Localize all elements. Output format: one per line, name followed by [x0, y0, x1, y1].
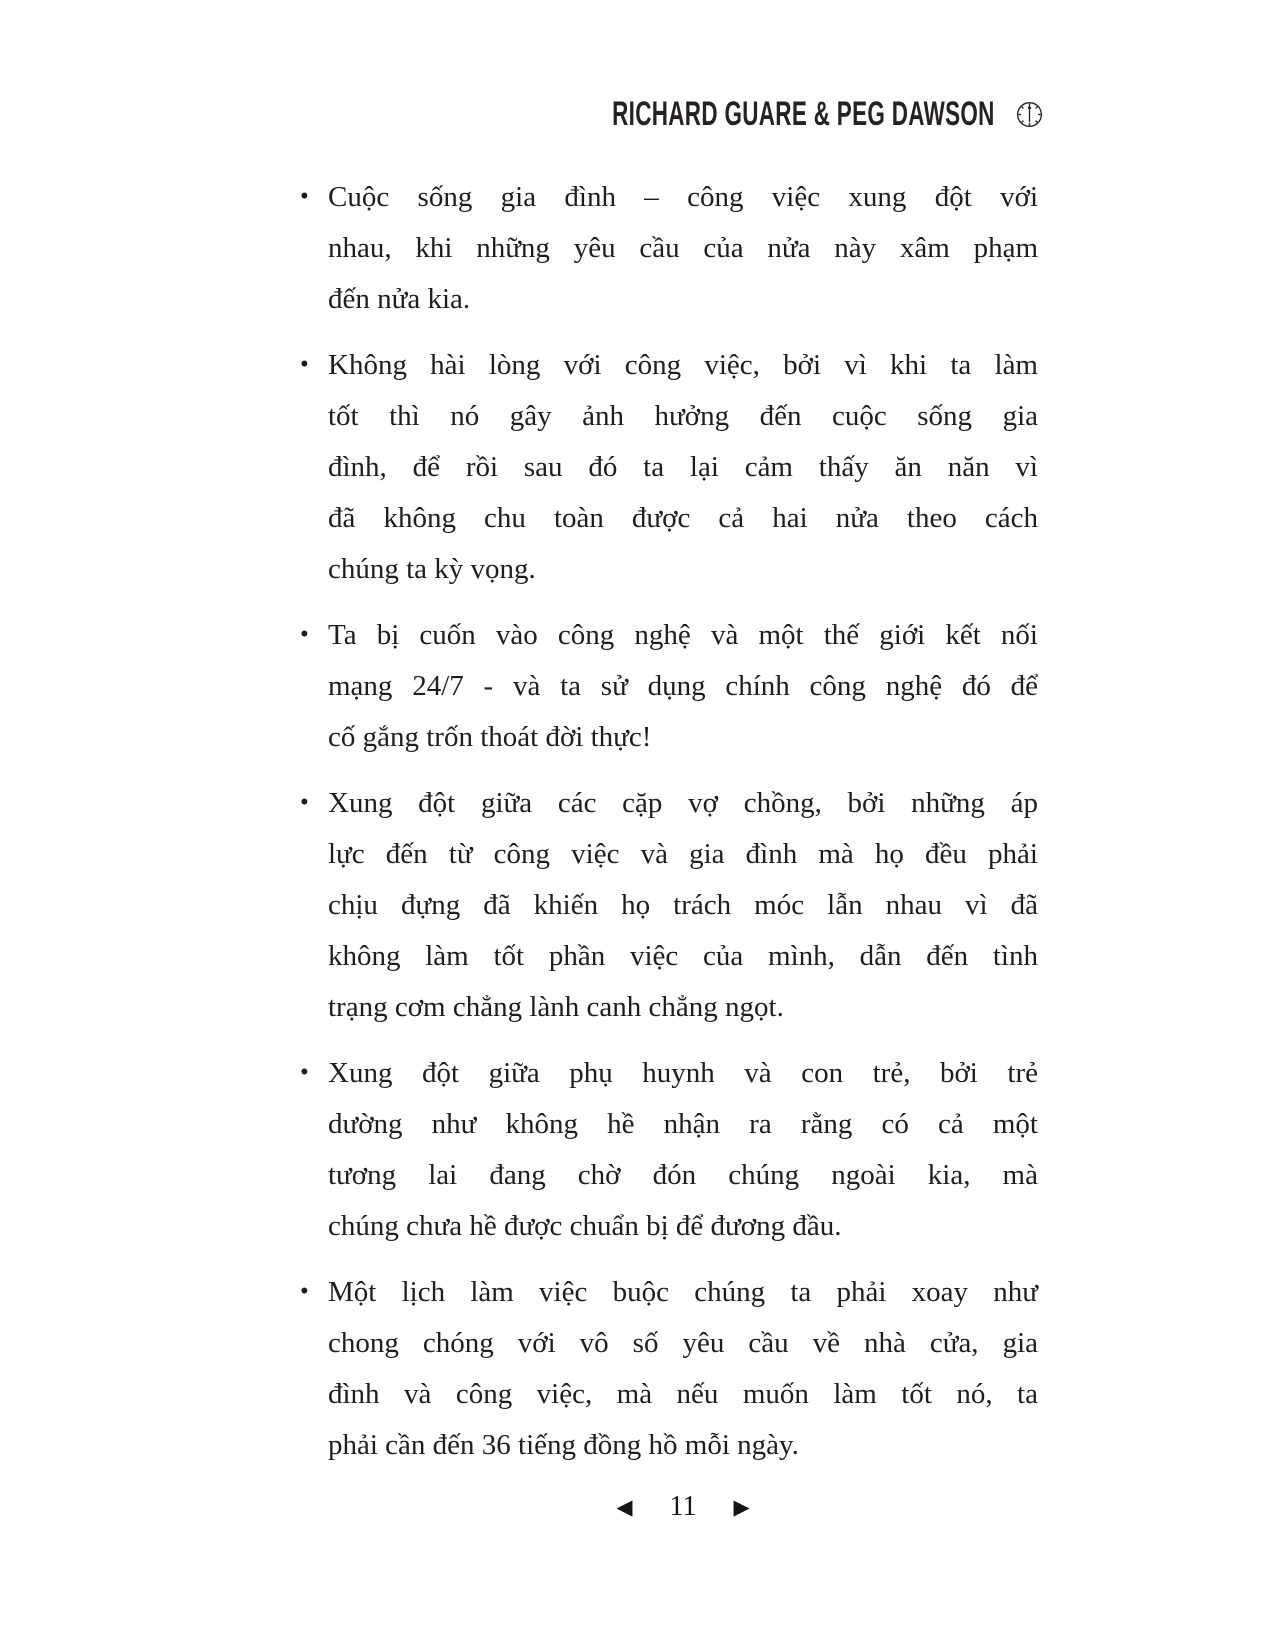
text-line: Ta bị cuốn vào công nghệ và một thế giới kết nối — [328, 619, 1038, 651]
text-line: đến nửa kia. — [328, 283, 471, 315]
page-header — [415, 94, 1043, 134]
text-line: Xung đột giữa phụ huynh và con trẻ, bởi trẻ — [328, 1057, 1038, 1089]
list-item — [300, 610, 1038, 763]
bullet-icon: • — [300, 1059, 309, 1086]
text-line: Một lịch làm việc buộc chúng ta phải xoay như — [328, 1276, 1038, 1308]
text-line: dường như không hề nhận ra rằng có cả một — [328, 1108, 1038, 1140]
bullet-icon: • — [300, 1278, 309, 1305]
text-line: lực đến từ công việc và gia đình mà họ đều phải — [328, 838, 1038, 870]
clock-icon — [1016, 101, 1043, 128]
text-line: chong chóng với vô số yêu cầu về nhà cửa, gia — [328, 1327, 1038, 1359]
page-number: 11 — [669, 1491, 697, 1522]
text-line: Xung đột giữa các cặp vợ chồng, bởi những áp — [328, 787, 1038, 819]
text-line: chúng chưa hề được chuẩn bị để đương đầu. — [328, 1210, 842, 1242]
bullet-list — [300, 172, 1038, 1486]
text-line: cố gắng trốn thoát đời thực! — [328, 721, 652, 753]
list-item — [300, 172, 1038, 325]
bullet-icon: • — [300, 789, 309, 816]
text-line: đình, để rồi sau đó ta lại cảm thấy ăn năn vì — [328, 451, 1038, 483]
bullet-icon: • — [300, 621, 309, 648]
text-line: Không hài lòng với công việc, bởi vì khi ta làm — [328, 349, 1038, 381]
bullet-icon: • — [300, 351, 309, 378]
text-line: đã không chu toàn được cả hai nửa theo cách — [328, 502, 1038, 534]
list-item — [300, 1048, 1038, 1252]
text-line: chúng ta kỳ vọng. — [328, 553, 536, 585]
next-page-icon[interactable]: ▶ — [733, 1495, 750, 1519]
text-line: Cuộc sống gia đình – công việc xung đột với — [328, 181, 1038, 213]
bullet-icon: • — [300, 183, 309, 210]
text-line: chịu đựng đã khiến họ trách móc lẫn nhau vì đã — [328, 889, 1038, 921]
text-line: tốt thì nó gây ảnh hưởng đến cuộc sống gia — [328, 400, 1038, 432]
text-line: nhau, khi những yêu cầu của nửa này xâm phạm — [328, 232, 1038, 264]
text-line: tương lai đang chờ đón chúng ngoài kia, mà — [328, 1159, 1038, 1191]
list-item — [300, 1267, 1038, 1471]
text-line: mạng 24/7 - và ta sử dụng chính công nghệ đó để — [328, 670, 1038, 702]
list-item — [300, 340, 1038, 595]
text-line: đình và công việc, mà nếu muốn làm tốt nó, ta — [328, 1378, 1038, 1410]
text-line: phải cần đến 36 tiếng đồng hồ mỗi ngày. — [328, 1429, 799, 1461]
author-names: RICHARD GUARE & PEG DAWSON — [612, 95, 995, 133]
page-footer — [328, 1492, 1038, 1522]
text-line: trạng cơm chẳng lành canh chẳng ngọt. — [328, 991, 784, 1023]
prev-page-icon[interactable]: ◀ — [616, 1495, 633, 1519]
text-line: không làm tốt phần việc của mình, dẫn đến tình — [328, 940, 1038, 972]
list-item — [300, 778, 1038, 1033]
